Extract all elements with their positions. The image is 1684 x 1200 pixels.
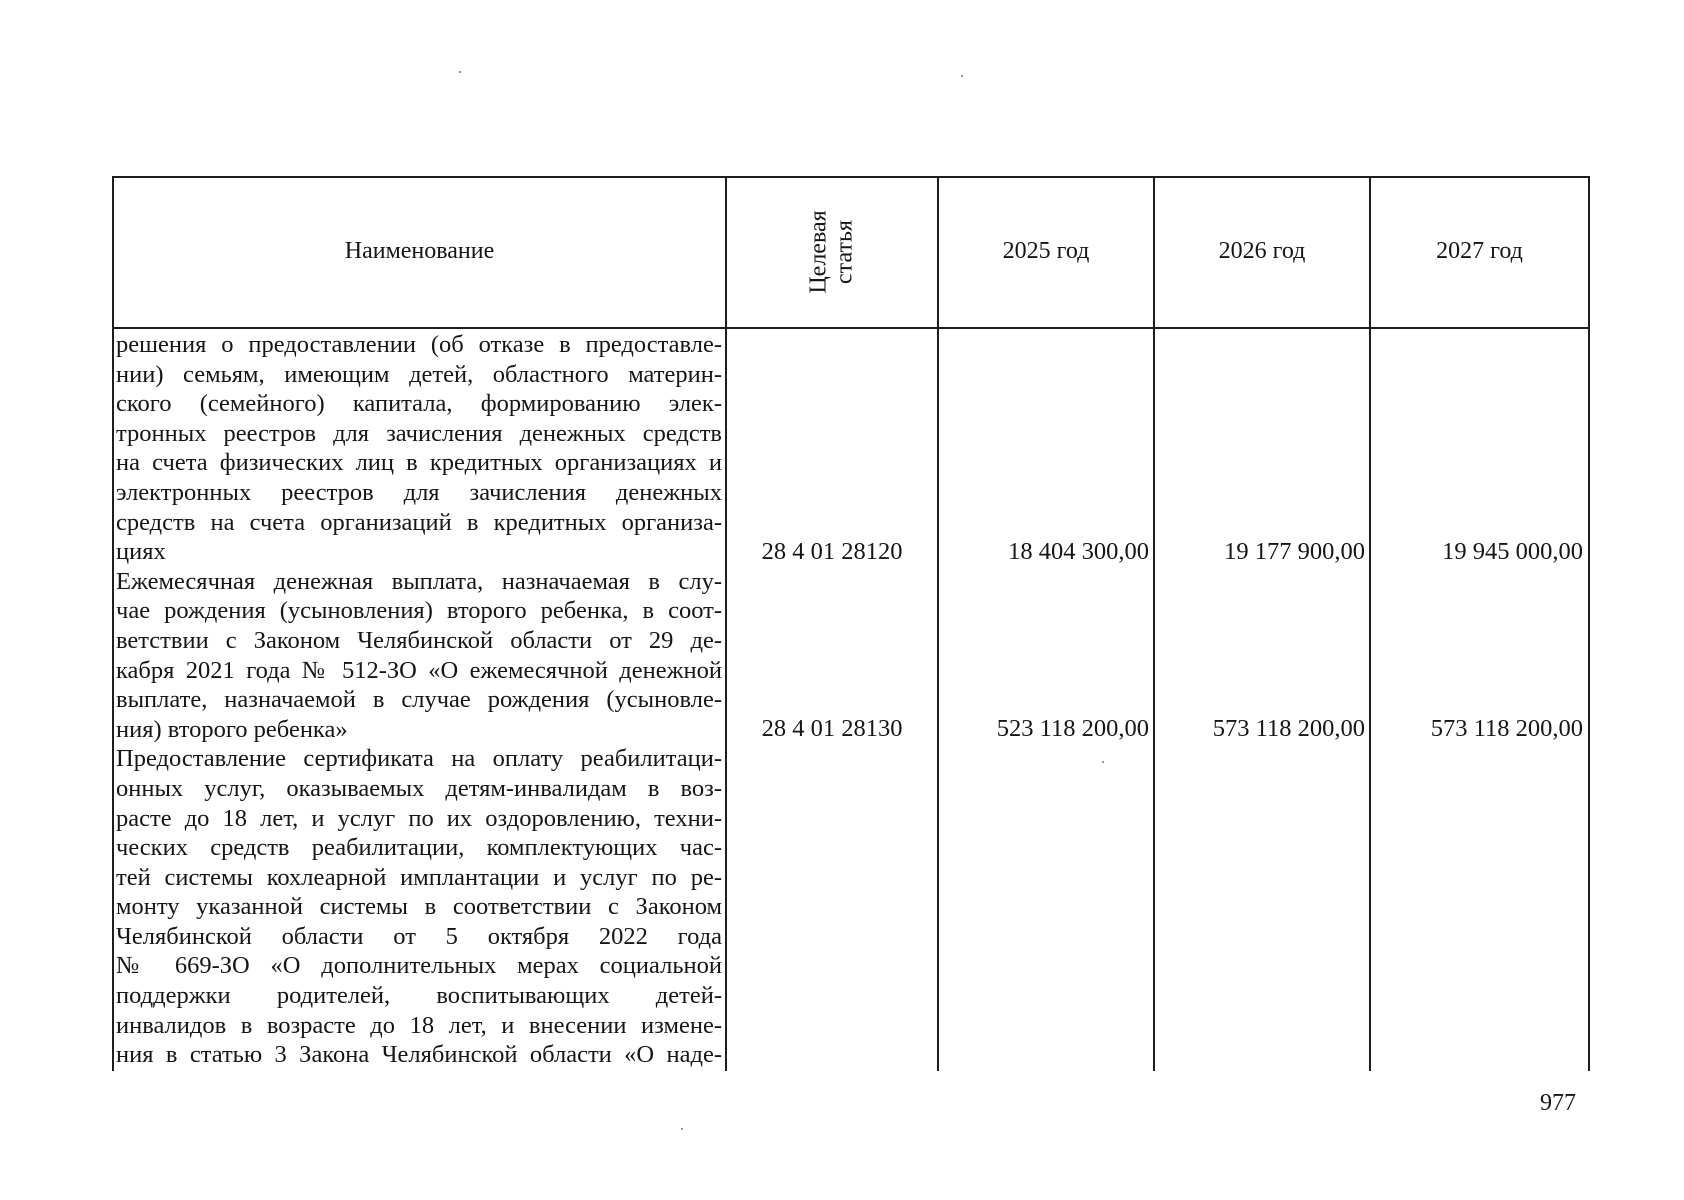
text-line: Челябинской области от 5 октября 2022 года — [116, 922, 722, 950]
header-target-article-cell — [727, 176, 937, 327]
text-line: электронных реестров для зачисления денежных — [116, 478, 722, 506]
row-1-amount-2027: 19 945 000,00 — [1442, 538, 1583, 565]
text-line: Ежемесячная денежная выплата, назначаемая в слу- — [116, 567, 722, 595]
row-2-target-article: 28 4 01 28130 — [761, 715, 903, 742]
budget-table — [112, 176, 1590, 1071]
text-line: Предоставление сертификата на оплату реабилитаци- — [116, 745, 722, 773]
header-year-2027: 2027 год — [1436, 238, 1523, 264]
text-line: № 669-ЗО «О дополнительных мерах социальной — [116, 952, 722, 980]
scan-speck — [681, 1128, 683, 1130]
page-number: 977 — [1540, 1090, 1576, 1116]
text-line: кабря 2021 года № 512-ЗО «О ежемесячной денежной — [116, 656, 722, 684]
text-line: на счета физических лиц в кредитных организациях и — [116, 449, 722, 477]
row-1-amount-2025: 18 404 300,00 — [1008, 538, 1149, 565]
row-2-amount-2025: 523 118 200,00 — [996, 715, 1149, 742]
text-line: циях — [116, 538, 166, 566]
row-name-2 — [116, 567, 722, 745]
row-name-1 — [116, 330, 722, 567]
row-1-target-article: 28 4 01 28120 — [761, 538, 903, 565]
header-year-2025: 2025 год — [1002, 238, 1090, 264]
row-2-amount-2026: 573 118 200,00 — [1212, 715, 1365, 742]
text-line: тронных реестров для зачисления денежных средств — [116, 419, 722, 447]
header-year-2027-cell — [1371, 176, 1588, 327]
scan-speck — [961, 75, 963, 77]
header-name-cell — [114, 176, 725, 327]
text-line: ния в статью 3 Закона Челябинской области «О наде- — [116, 1041, 722, 1069]
text-line: решения о предоставлении (об отказе в предоставле- — [116, 331, 722, 358]
text-line: тей системы кохлеарной имплантации и услуг по ре- — [116, 863, 722, 891]
text-line: ветствии с Законом Челябинской области от 29 де- — [116, 626, 722, 654]
header-year-2026: 2026 год — [1218, 238, 1306, 264]
header-year-2026-cell — [1155, 176, 1369, 327]
header-target-article: Целевая статья — [805, 209, 858, 294]
name-column — [116, 330, 722, 1070]
scan-speck — [459, 71, 461, 73]
header-year-2025-cell — [939, 176, 1153, 327]
text-line: инвалидов в возрасте до 18 лет, и внесении измене- — [116, 1011, 722, 1039]
text-line: выплате, назначаемой в случае рождения (усыновле- — [116, 686, 722, 714]
text-line: средств на счета организаций в кредитных организа- — [116, 508, 722, 536]
header-name: Наименование — [344, 238, 495, 264]
text-line: ского (семейного) капитала, формированию элек- — [116, 390, 722, 418]
row-name-3 — [116, 744, 722, 1070]
text-line: нии) семьям, имеющим детей, областного материн- — [116, 360, 722, 388]
text-line: чае рождения (усыновления) второго ребенка, в соот- — [116, 597, 722, 625]
row-1-amount-2026: 19 177 900,00 — [1224, 538, 1365, 565]
text-line: онных услуг, оказываемых детям-инвалидам в воз- — [116, 774, 722, 802]
table-right-border — [1588, 176, 1590, 1071]
text-line: ния) второго ребенка» — [116, 715, 348, 743]
text-line: расте до 18 лет, и услуг по их оздоровлению, техни- — [116, 804, 722, 832]
text-line: ческих средств реабилитации, комплектующих час- — [116, 834, 722, 862]
text-line: монту указанной системы в соответствии с Законом — [116, 893, 722, 921]
text-line: поддержки родителей, воспитывающих детей- — [116, 982, 722, 1010]
row-2-amount-2027: 573 118 200,00 — [1430, 715, 1583, 742]
